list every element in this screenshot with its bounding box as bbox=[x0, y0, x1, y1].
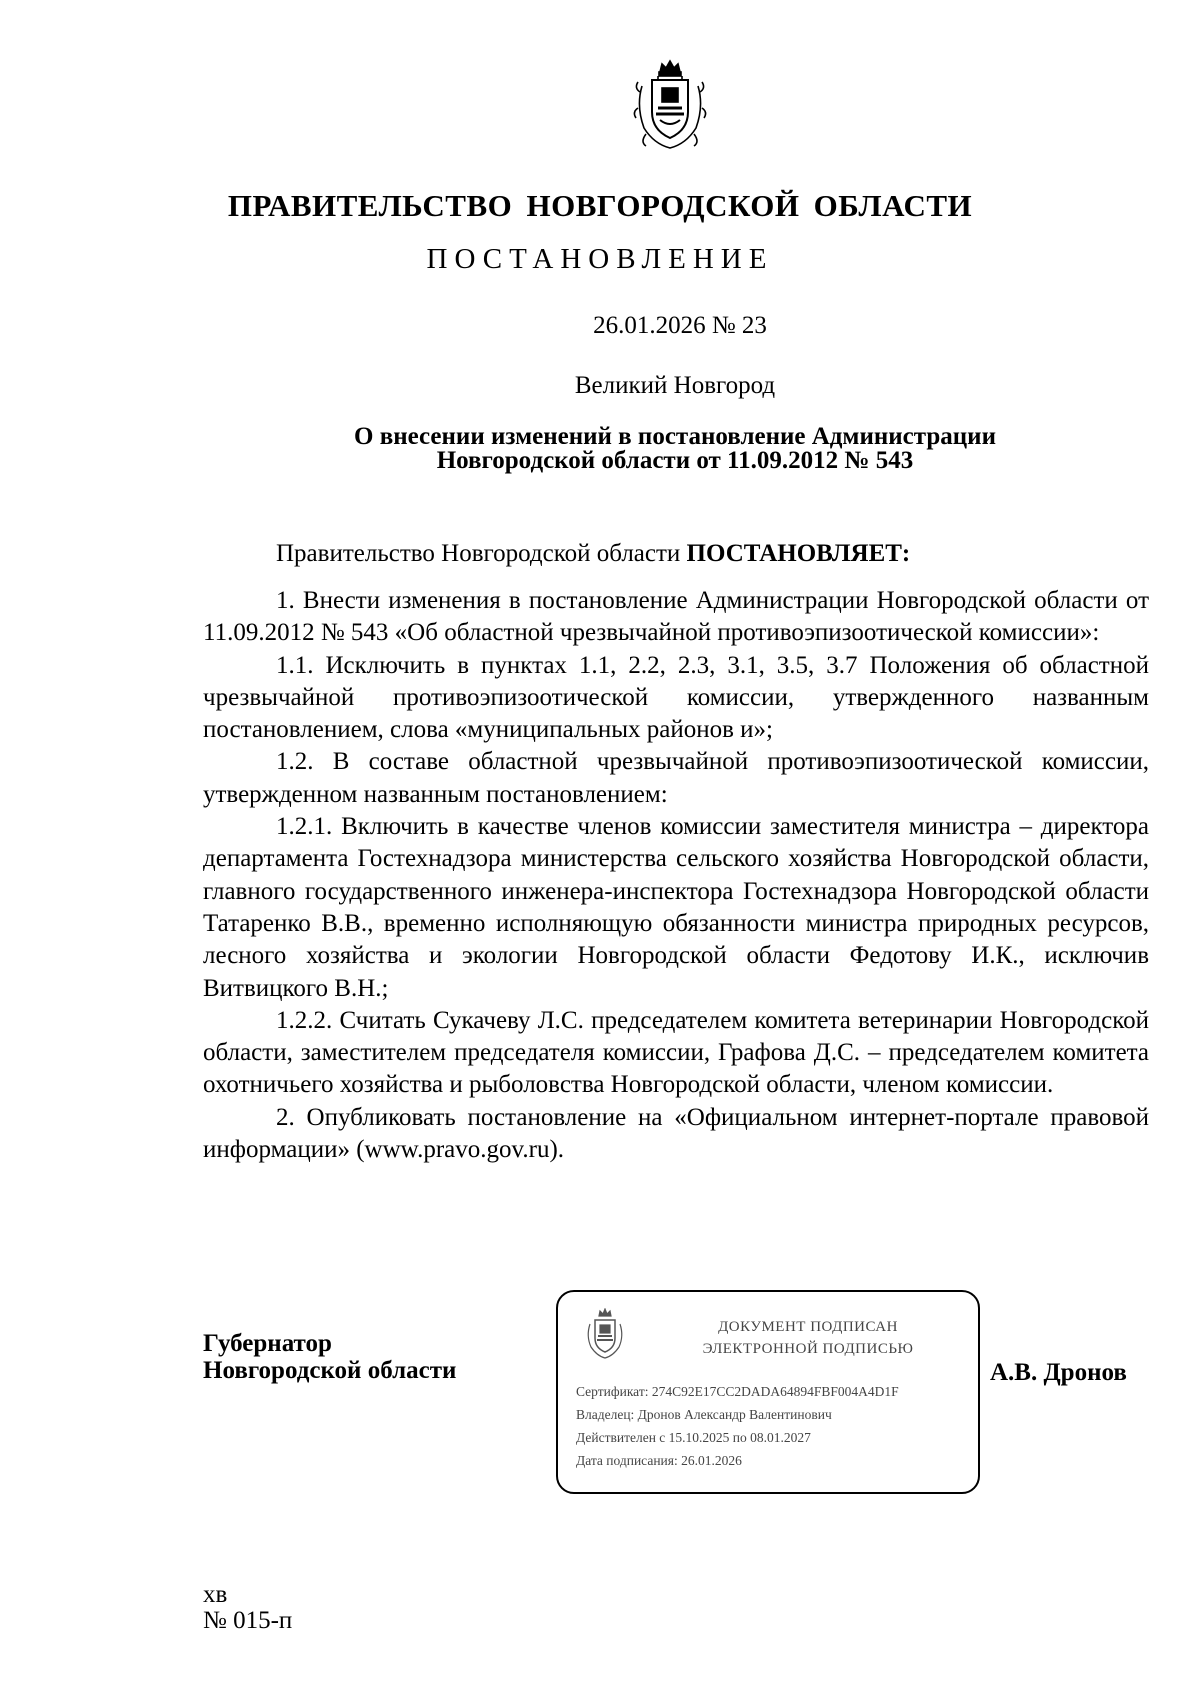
preamble bbox=[276, 540, 910, 568]
paragraph-1-2-2: 1.2.2. Считать Сукачеву Л.С. председателем комитета ветеринарии Новгородской области, заместителем председателя комиссии, Графова Д.С. – председателем комитета охотничьего хозяйства и рыболовства Новгородской области, членом комиссии. bbox=[203, 1006, 1149, 1099]
document-subject bbox=[260, 425, 1090, 473]
paragraph-1-1: 1.1. Исключить в пунктах 1.1, 2.2, 2.3, 3.1, 3.5, 3.7 Положения об областной чрезвычайной противоэпизоотической комиссии, утвержденного названным постановлением, слова «муниципальных районов и»; bbox=[203, 651, 1149, 744]
paragraph-2: 2. Опубликовать постановление на «Официальном интернет-портале правовой информации» (www.pravo.gov.ru). bbox=[203, 1103, 1149, 1164]
electronic-signature-stamp bbox=[556, 1290, 980, 1494]
novgorod-coat-of-arms-icon bbox=[632, 58, 708, 152]
stamp-title-line: ДОКУМЕНТ ПОДПИСАН bbox=[718, 1319, 898, 1335]
stamp-validity: Действителен с 15.10.2025 по 08.01.2027 bbox=[576, 1430, 811, 1445]
paragraph-1-2: 1.2. В составе областной чрезвычайной противоэпизоотической комиссии, утвержденном названным постановлением: bbox=[203, 748, 1149, 808]
document-footer bbox=[203, 1582, 292, 1634]
document-date-number: 26.01.2026 № 23 bbox=[593, 312, 767, 339]
stamp-title-line: ЭЛЕКТРОННОЙ ПОДПИСЬЮ bbox=[702, 1341, 914, 1357]
form-number: № 015-п bbox=[203, 1607, 293, 1634]
stamp-details bbox=[576, 1380, 899, 1472]
document-city: Великий Новгород bbox=[574, 372, 776, 399]
stamp-certificate: Сертификат: 274C92E17CC2DADA64894FBF004A4D1F bbox=[576, 1384, 899, 1399]
document-type: ПОСТАНОВЛЕНИЕ bbox=[426, 243, 774, 275]
stamp-signed-date: Дата подписания: 26.01.2026 bbox=[576, 1453, 742, 1468]
novgorod-coat-of-arms-icon bbox=[584, 1308, 626, 1360]
executor-initials: хв bbox=[203, 1581, 228, 1608]
signatory-name: А.В. Дронов bbox=[990, 1359, 1127, 1386]
government-name: ПРАВИТЕЛЬСТВО НОВГОРОДСКОЙ ОБЛАСТИ bbox=[227, 188, 973, 223]
paragraph-1-2-1: 1.2.1. Включить в качестве членов комиссии заместителя министра – директора департамента Гостехнадзора министерства сельского хозяйства Новгородской области, главного государственного инженера-инспектора Гостехнадзора Новгородской области Татаренко В.В., временно исполняющую обязанности министра природных ресурсов, лесного хозяйства и экологии Новгородской области Федотову И.К., исключив Витвицкого В.Н.; bbox=[203, 813, 1149, 1002]
signatory-position bbox=[203, 1330, 456, 1384]
preamble-text: Правительство Новгородской области bbox=[276, 540, 687, 567]
subject-line: О внесении изменений в постановление Администрации bbox=[354, 423, 996, 450]
paragraph-1: 1. Внести изменения в постановление Администрации Новгородской области от 11.09.2012 № 543 «Об областной чрезвычайной противоэпизоотической комиссии»: bbox=[203, 587, 1149, 647]
signatory-position-line: Новгородской области bbox=[203, 1357, 457, 1384]
stamp-owner: Владелец: Дронов Александр Валентинович bbox=[576, 1407, 832, 1422]
stamp-title bbox=[658, 1316, 958, 1360]
document-body bbox=[203, 585, 1149, 1166]
signatory-position-line: Губернатор bbox=[203, 1330, 332, 1357]
subject-line: Новгородской области от 11.09.2012 № 543 bbox=[436, 447, 914, 474]
preamble-keyword: ПОСТАНОВЛЯЕТ: bbox=[686, 540, 911, 567]
